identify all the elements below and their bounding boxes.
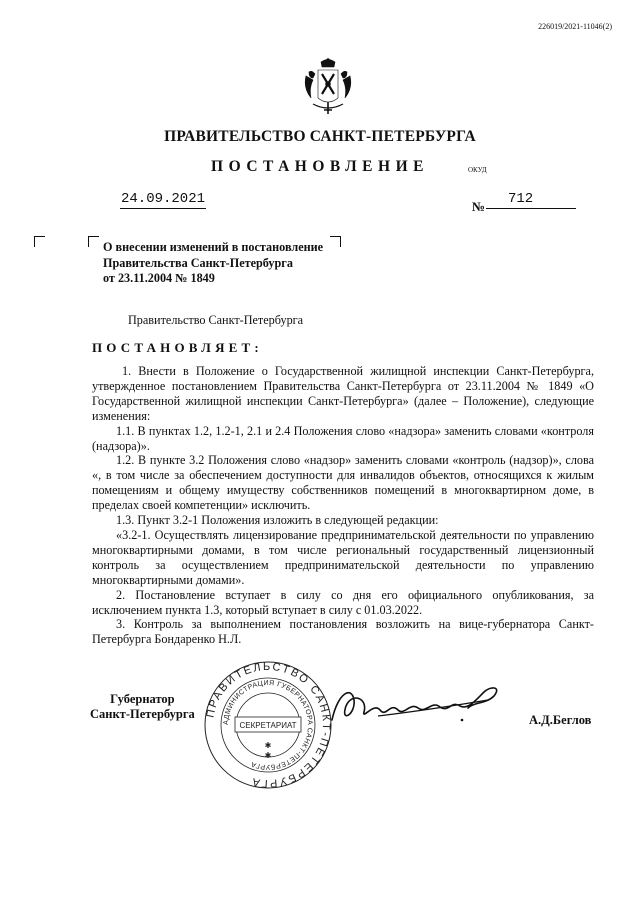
paragraph: 1.3. Пункт 3.2-1 Положения изложить в следующей редакции: (116, 513, 439, 528)
issuer-text: Правительство Санкт-Петербурга (128, 313, 304, 327)
handwritten-signature (318, 680, 518, 735)
okud-label: ОКУД (468, 166, 487, 174)
stamp-outer-text: ПРАВИТЕЛЬСТВО САНКТ-ПЕТЕРБУРГА (204, 660, 333, 790)
paragraph: 1.1. В пунктах 1.2, 1.2-1, 2.1 и 2.4 Положения слово «надзора» заменить словами «контроля (надзора)». (92, 423, 594, 453)
decree-number: 712 (486, 191, 576, 209)
decree-title: ПОСТАНОВЛЕНИЕ (211, 158, 429, 175)
paragraph: 1.2. В пункте 3.2 Положения слово «надзор» заменить словами «контроль (надзор)», слова «, в том числе за обеспечением доступности для инвалидов объектов, относящихся к жилым помещениям и общему имуществу собственников помещений в многоквартирном доме, в пределах своей компетенции» исключить. (92, 453, 594, 513)
corner-mark-subject-right (330, 236, 341, 247)
decree-date: 24.09.2021 (120, 191, 205, 207)
decree-subject (103, 240, 323, 287)
stamp-inner-text: АДМИНИСТРАЦИЯ ГУБЕРНАТОРА САНКТ-ПЕТЕРБУРГА (222, 679, 314, 771)
subject-line: от 23.11.2004 № 1849 (103, 271, 215, 285)
signatory-position (90, 692, 195, 722)
decree-body (92, 364, 594, 647)
paragraph: 2. Постановление вступает в силу со дня его официального опубликования, за исключением пункта 1.3, который вступает в силу с 01.03.2022. (92, 587, 594, 617)
position-line: Санкт-Петербурга (90, 707, 195, 721)
subject-line: Правительства Санкт-Петербурга (103, 255, 293, 270)
signatory-name: А.Д.Беглов (529, 713, 592, 727)
position-line: Губернатор (110, 692, 175, 706)
number-sign: № (472, 199, 486, 214)
paragraph: 1. Внести в Положение о Государственной жилищной инспекции Санкт-Петербурга, утвержденное постановлением Правительства Санкт-Петербурга от 23.11.2004 № 1849 «О Государственной жилищной инспекции Санкт-Петербурга» (далее – Положение), следующие изменения: (92, 364, 594, 423)
resolves-heading: ПОСТАНОВЛЯЕТ: (92, 340, 263, 355)
document-registration-number: 226019/2021-11046(2) (538, 22, 612, 31)
svg-text:✱: ✱ (264, 741, 272, 750)
corner-mark-left (34, 236, 45, 247)
paragraph: 3. Контроль за выполнением постановления возложить на вице-губернатора Санкт-Петербурга Бондаренко Н.Л. (92, 617, 594, 647)
paragraph: «3.2-1. Осуществлять лицензирование предпринимательской деятельности по управлению многоквартирными домами, в том числе региональный государственный лицензионный контроль за осуществлением предпринимательской деятельности по управлению многоквартирными домами». (92, 527, 594, 587)
corner-mark-subject-left (88, 236, 99, 247)
coat-of-arms-emblem (303, 58, 353, 114)
svg-text:✱: ✱ (264, 751, 272, 760)
government-title: ПРАВИТЕЛЬСТВО САНКТ-ПЕТЕРБУРГА (164, 128, 476, 145)
official-seal-stamp (203, 660, 333, 790)
stamp-center-text: СЕКРЕТАРИАТ (239, 721, 297, 730)
subject-line: О внесении изменений в постановление (103, 240, 324, 254)
